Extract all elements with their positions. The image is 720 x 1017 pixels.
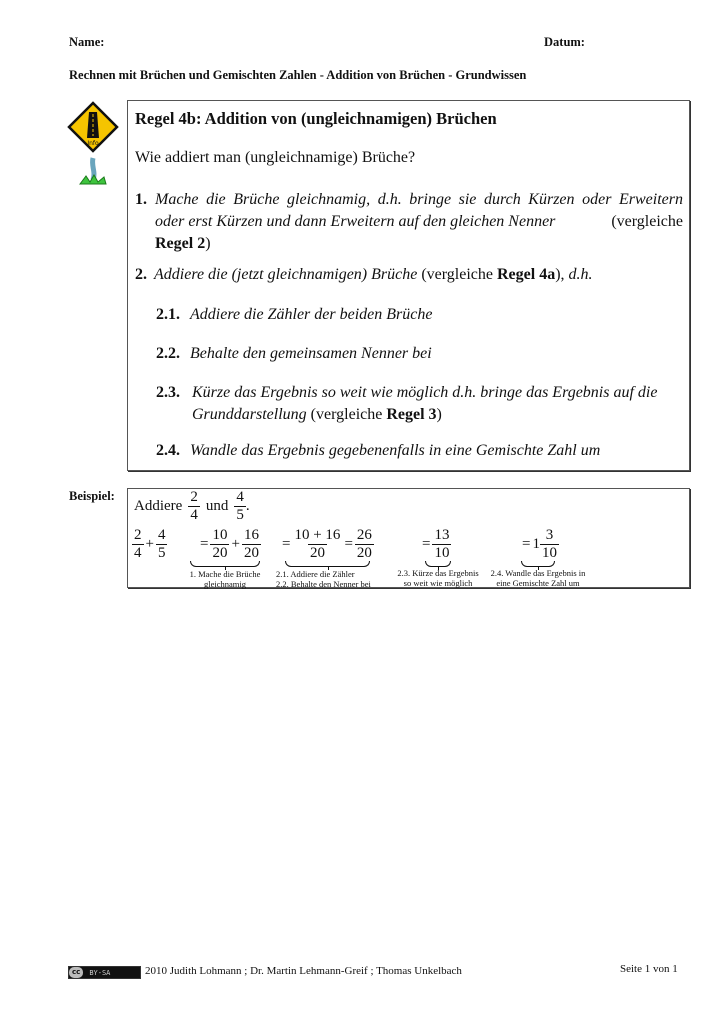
plus-sign: + bbox=[231, 536, 240, 552]
numerator: 3 bbox=[545, 527, 554, 543]
date-label: Datum: bbox=[544, 35, 585, 49]
example-label: Beispiel: bbox=[69, 489, 115, 503]
fraction bbox=[188, 489, 200, 524]
fraction bbox=[210, 527, 229, 562]
equals-sign: = bbox=[344, 536, 353, 552]
fraction bbox=[242, 527, 261, 562]
denominator: 20 bbox=[309, 545, 325, 561]
numerator: 26 bbox=[356, 527, 372, 543]
numerator: 4 bbox=[236, 489, 244, 505]
substep-number: 2.4. bbox=[156, 442, 180, 459]
step-ref-suffix: ) bbox=[205, 235, 211, 252]
substep-number: 2.1. bbox=[156, 306, 180, 323]
fraction bbox=[292, 527, 342, 562]
step-caption: 2.3. Kürze das Ergebnis so weit wie möglich bbox=[397, 568, 479, 588]
example-step-1 bbox=[198, 527, 261, 562]
denominator: 20 bbox=[356, 545, 372, 561]
step-caption: 1. Mache die Brüche gleichnamig bbox=[189, 569, 261, 589]
example-start bbox=[132, 527, 167, 562]
fraction bbox=[156, 527, 168, 562]
intro-word: Addiere bbox=[134, 498, 183, 514]
fraction bbox=[132, 527, 144, 562]
step-text: Mache die Brüche gleichnamig, d.h. bringe sie durch Kürzen oder Erweitern bbox=[155, 191, 683, 208]
denominator: 20 bbox=[243, 545, 259, 561]
rule-substep-2-1 bbox=[156, 304, 432, 326]
plus-sign: + bbox=[145, 536, 154, 552]
cc-license-badge bbox=[68, 966, 141, 979]
step-caption: 2.4. Wandle das Ergebnis in eine Gemischte Zahl um bbox=[490, 568, 586, 588]
denominator: 20 bbox=[212, 545, 228, 561]
substep-text: Behalte den gemeinsamen Nenner bei bbox=[190, 345, 432, 362]
numerator: 16 bbox=[243, 527, 259, 543]
step-ref-suffix: ), bbox=[555, 266, 565, 283]
cc-icon: cc bbox=[69, 967, 83, 978]
fraction bbox=[540, 527, 559, 562]
fraction bbox=[234, 489, 246, 524]
example-step-3 bbox=[420, 527, 451, 562]
info-road-sign-icon bbox=[66, 100, 120, 186]
equals-sign: = bbox=[200, 536, 209, 552]
underbrace bbox=[285, 561, 370, 567]
intro-period: . bbox=[245, 498, 250, 514]
step-text: oder erst Kürzen und dann Erweitern auf den gleichen Nenner bbox=[155, 213, 556, 230]
substep-text: Wandle das Ergebnis gegebenenfalls in eine Gemischte Zahl um bbox=[190, 442, 601, 459]
rule-step-2 bbox=[135, 264, 593, 286]
numerator: 10 + 16 bbox=[294, 527, 341, 543]
rule-substep-2-3 bbox=[156, 382, 686, 426]
example-step-2 bbox=[280, 527, 374, 562]
example-intro bbox=[134, 489, 250, 524]
underbrace bbox=[425, 561, 451, 567]
step-tail: d.h. bbox=[568, 266, 593, 283]
fraction bbox=[355, 527, 374, 562]
denominator: 4 bbox=[190, 507, 198, 523]
numerator: 2 bbox=[190, 489, 198, 505]
rule-box bbox=[127, 100, 690, 471]
rule-substep-2-2 bbox=[156, 343, 432, 365]
example-box bbox=[127, 488, 690, 588]
footer-credits: 2010 Judith Lohmann ; Dr. Martin Lehmann-Greif ; Thomas Unkelbach bbox=[145, 965, 462, 977]
worksheet-title: Rechnen mit Brüchen und Gemischten Zahlen - Addition von Brüchen - Grundwissen bbox=[69, 68, 527, 82]
substep-text: Grunddarstellung bbox=[192, 406, 307, 423]
numerator: 10 bbox=[212, 527, 228, 543]
substep-number: 2.3. bbox=[156, 384, 180, 401]
denominator: 10 bbox=[434, 545, 450, 561]
step-ref: Regel 4a bbox=[497, 266, 556, 283]
whole-number: 1 bbox=[532, 536, 540, 552]
step-ref-prefix: (vergleiche bbox=[421, 266, 497, 283]
substep-text: Kürze das Ergebnis so weit wie möglich d.h. bringe das Ergebnis auf die bbox=[192, 384, 658, 401]
substep-ref-prefix: (vergleiche bbox=[306, 406, 387, 423]
equals-sign: = bbox=[282, 536, 291, 552]
license-text: BY-SA bbox=[89, 968, 111, 977]
sign-text: Info bbox=[87, 140, 99, 147]
substep-ref: Regel 3 bbox=[386, 406, 437, 423]
fraction bbox=[432, 527, 451, 562]
denominator: 5 bbox=[236, 507, 244, 523]
substep-text: Addiere die Zähler der beiden Brüche bbox=[190, 306, 433, 323]
numerator: 13 bbox=[434, 527, 450, 543]
step-ref-prefix: (vergleiche bbox=[611, 213, 683, 230]
rule-substep-2-4 bbox=[156, 440, 600, 462]
step-number: 1. bbox=[135, 191, 147, 208]
step-caption: 2.1. Addiere die Zähler 2.2. Behalte den Nenner bei bbox=[276, 569, 371, 589]
substep-ref-suffix: ) bbox=[436, 406, 442, 423]
denominator: 10 bbox=[541, 545, 557, 561]
numerator: 2 bbox=[134, 527, 142, 543]
underbrace bbox=[521, 561, 555, 567]
example-step-4 bbox=[520, 527, 559, 562]
equals-sign: = bbox=[422, 536, 431, 552]
intro-word: und bbox=[205, 498, 229, 514]
equals-sign: = bbox=[522, 536, 531, 552]
step-ref: Regel 2 bbox=[155, 235, 206, 252]
rule-title: Regel 4b: Addition von (ungleichnamigen) Brüchen bbox=[135, 109, 497, 128]
rule-question: Wie addiert man (ungleichnamige) Brüche? bbox=[135, 149, 416, 166]
denominator: 4 bbox=[134, 545, 142, 561]
step-number: 2. bbox=[135, 266, 147, 283]
substep-number: 2.2. bbox=[156, 345, 180, 362]
numerator: 4 bbox=[157, 527, 166, 543]
step-text: Addiere die (jetzt gleichnamigen) Brüche bbox=[154, 266, 418, 283]
denominator: 5 bbox=[157, 545, 166, 561]
underbrace bbox=[190, 561, 260, 567]
name-label: Name: bbox=[69, 35, 105, 49]
page-number: Seite 1 von 1 bbox=[620, 963, 678, 975]
rule-step-1 bbox=[135, 189, 683, 255]
